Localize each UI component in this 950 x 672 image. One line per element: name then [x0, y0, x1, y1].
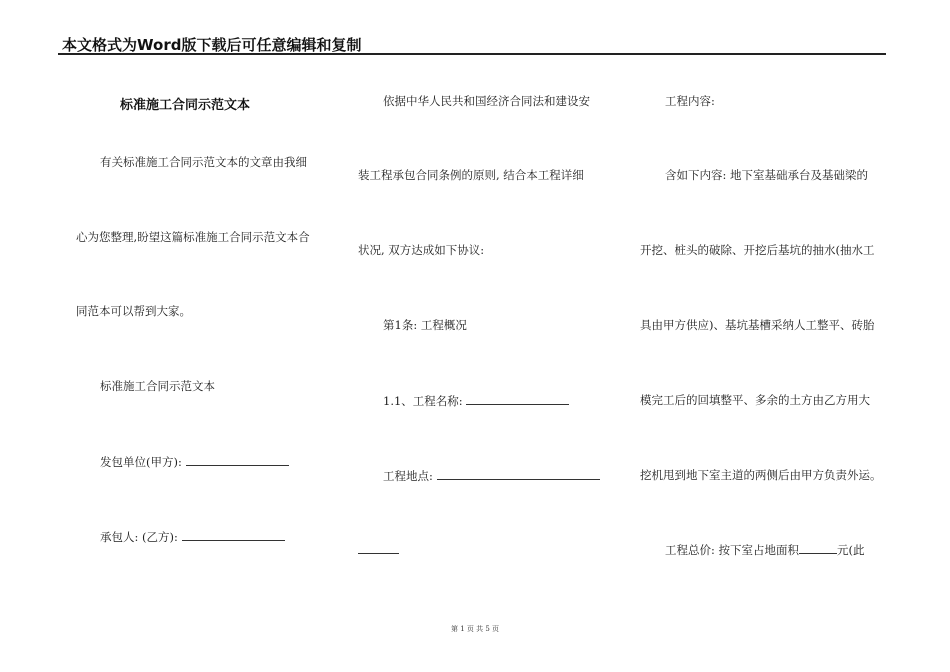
section-heading: 标准施工合同示范文本: [100, 379, 215, 393]
intro-line-3: 同范本可以帮到大家。: [76, 304, 191, 318]
scope-line-5: 挖机甩到地下室主道的两侧后由甲方负责外运。: [640, 468, 882, 482]
floor-area-blank[interactable]: [799, 542, 837, 554]
contractor-label: 承包人: (乙方):: [100, 530, 182, 544]
intro-line-1: 有关标准施工合同示范文本的文章由我细: [100, 155, 307, 169]
project-name-blank[interactable]: [466, 393, 569, 405]
total-price-field: [665, 542, 865, 557]
basis-line-1: 依据中华人民共和国经济合同法和建设安: [383, 94, 590, 108]
page-number: 第 1 页 共 5 页: [450, 625, 500, 633]
employer-label: 发包单位(甲方):: [100, 455, 186, 469]
project-name-label: 1.1、工程名称:: [383, 394, 467, 408]
intro-line-2: 心为您整理,盼望这篇标准施工合同示范文本合: [76, 230, 310, 244]
total-price-suffix: 元(此: [837, 543, 865, 557]
header-divider: [58, 53, 886, 55]
basis-line-2: 装工程承包合同条例的原则, 结合本工程详细: [358, 168, 584, 182]
contractor-field: [100, 529, 285, 544]
article-1-heading: 第1条: 工程概况: [383, 318, 467, 332]
employer-blank[interactable]: [186, 454, 289, 466]
project-location-label: 工程地点:: [383, 469, 437, 483]
basis-line-3: 状况, 双方达成如下协议:: [358, 243, 485, 257]
scope-line-4: 模完工后的回填整平、多余的土方由乙方用大: [640, 393, 870, 407]
employer-field: [100, 454, 289, 469]
project-location-blank[interactable]: [437, 468, 600, 480]
document-header: 本文格式为Word版下载后可任意编辑和复制: [62, 36, 362, 54]
contractor-blank[interactable]: [182, 529, 285, 541]
total-price-label: 工程总价: 按下室占地面积: [665, 543, 800, 557]
scope-line-3: 具由甲方供应)、基坑基槽采纳人工整平、砖胎: [640, 318, 875, 332]
scope-heading: 工程内容:: [665, 94, 715, 108]
scope-line-1: 含如下内容: 地下室基础承台及基础梁的: [665, 168, 869, 182]
project-location-blank-2[interactable]: [358, 542, 399, 554]
project-location-field: [383, 468, 600, 483]
document-title: 标准施工合同示范文本: [120, 98, 251, 113]
scope-line-2: 开挖、桩头的破除、开挖后基坑的抽水(抽水工: [640, 243, 875, 257]
project-location-continuation: [358, 542, 399, 557]
project-name-field: [383, 393, 569, 408]
